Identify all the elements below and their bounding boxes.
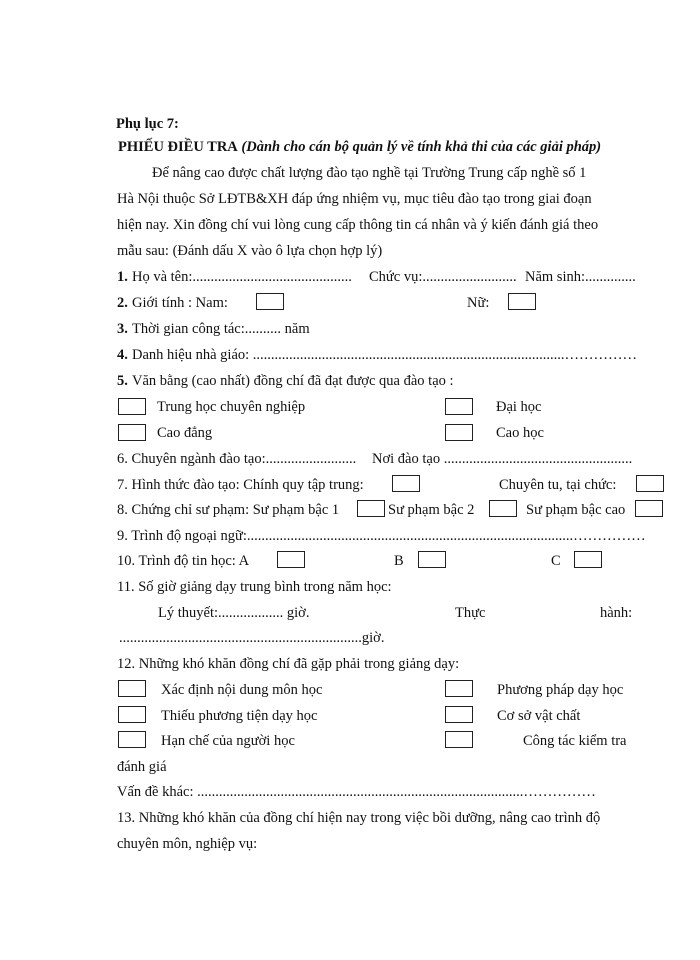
q13-question-cont: chuyên môn, nghiệp vụ: [117,836,258,852]
degree-checkbox[interactable] [118,424,146,441]
language-field[interactable]: 9. Trình độ ngoại ngữ:..........................................................................................…………… [117,528,646,544]
pedagogy-l2-checkbox[interactable] [489,500,517,517]
form-heading [118,138,601,156]
female-label: Nữ: [467,295,490,311]
q10-label: 10. Trình độ tin học: A [117,553,250,569]
q12-question: 12. Những khó khăn đồng chí đã gặp phải trong giảng dạy: [117,656,460,672]
inservice-checkbox[interactable] [636,475,664,492]
intro-line: hiện nay. Xin đồng chí vui lòng cung cấp thông tin cá nhân và ý kiến đánh giá theo [117,217,599,233]
difficulty-checkbox[interactable] [118,706,146,723]
practice-dots-field[interactable]: ................................................ [119,630,293,646]
difficulty-checkbox[interactable] [445,731,473,748]
pedagogy-high-checkbox[interactable] [635,500,663,517]
inservice-label: Chuyên tu, tại chức: [499,477,617,493]
difficulty-checkbox[interactable] [445,680,473,697]
degree-option: Cao học [496,425,544,441]
form-title: PHIẾU ĐIỀU TRA [118,139,238,155]
work-years-field[interactable]: Thời gian công tác:.......... năm [132,321,310,337]
other-issues-field[interactable]: Vấn đề khác: ..........................................................................................…………… [117,784,596,800]
q5-number: 5. [117,373,128,389]
training-place-field[interactable]: Nơi đào tạo .................................................... [372,451,633,467]
degree-option: Trung học chuyên nghiệp [157,399,306,415]
difficulty-checkbox[interactable] [118,731,146,748]
form-subtitle: (Dành cho cán bộ quản lý về tính khả thi của các giải pháp) [241,139,602,155]
difficulty-checkbox[interactable] [118,680,146,697]
position-field[interactable]: Chức vụ:.......................... [369,269,517,285]
pedagogy-l2-label: Sư phạm bậc 2 [388,502,475,518]
difficulty-option: Cơ sở vật chất [497,708,581,724]
intro-line: Hà Nội thuộc Sở LĐTB&XH đáp ứng nhiệm vụ, mục tiêu đào tạo trong giai đoạn [117,191,592,207]
difficulty-option: Xác định nội dung môn học [161,682,323,698]
practice-label-cont: hành: [600,605,633,621]
degree-option: Đại học [496,399,542,415]
degree-checkbox[interactable] [445,424,473,441]
difficulty-checkbox[interactable] [445,706,473,723]
q11-question: 11. Số giờ giảng dạy trung bình trong năm học: [117,579,392,595]
q13-question: 13. Những khó khăn của đồng chí hiện nay trong việc bồi dưỡng, nâng cao trình độ [117,810,601,826]
practice-label: Thực [455,605,486,621]
major-field[interactable]: 6. Chuyên ngành đào tạo:......................... [117,451,357,467]
q1-number: 1. [117,269,128,285]
it-c-checkbox[interactable] [574,551,602,568]
q8-label: 8. Chứng chỉ sư phạm: Sư phạm bậc 1 [117,502,340,518]
practice-hours-field[interactable]: ...................giờ. [293,630,385,646]
it-c-label: C [551,553,561,569]
gender-label: Giới tính : Nam: [132,295,228,311]
name-field[interactable]: Họ và tên:............................................ [132,269,352,285]
difficulty-option-cont: đánh giá [117,759,167,775]
birth-year-field[interactable]: Năm sinh:.............. [525,269,636,285]
intro-line: Để nâng cao được chất lượng đào tạo nghề tại Trường Trung cấp nghề số 1 [152,165,587,181]
degree-checkbox[interactable] [118,398,146,415]
difficulty-option: Hạn chế của người học [161,733,295,749]
fulltime-checkbox[interactable] [392,475,420,492]
q2-number: 2. [117,295,128,311]
difficulty-option: Thiếu phương tiện dạy học [161,708,318,724]
appendix-label: Phụ lục 7: [116,116,179,132]
degree-checkbox[interactable] [445,398,473,415]
difficulty-option: Công tác kiểm tra [523,733,627,749]
it-b-label: B [394,553,404,569]
q7-label: 7. Hình thức đào tạo: Chính quy tập trung: [117,477,364,493]
it-b-checkbox[interactable] [418,551,446,568]
q3-number: 3. [117,321,128,337]
pedagogy-high-label: Sư phạm bậc cao [526,502,626,518]
it-a-checkbox[interactable] [277,551,305,568]
q4-number: 4. [117,347,128,363]
difficulty-option: Phương pháp dạy học [497,682,624,698]
teacher-title-field[interactable]: Danh hiệu nhà giáo: ......................................................................................…………… [132,347,638,363]
male-checkbox[interactable] [256,293,284,310]
pedagogy-l1-checkbox[interactable] [357,500,385,517]
female-checkbox[interactable] [508,293,536,310]
q5-question: Văn bằng (cao nhất) đồng chí đã đạt được qua đào tạo : [132,373,454,389]
intro-line: mẫu sau: (Đánh dấu X vào ô lựa chọn hợp lý) [117,243,383,259]
theory-hours-field[interactable]: Lý thuyết:.................. giờ. [158,605,310,621]
degree-option: Cao đẳng [157,425,213,441]
